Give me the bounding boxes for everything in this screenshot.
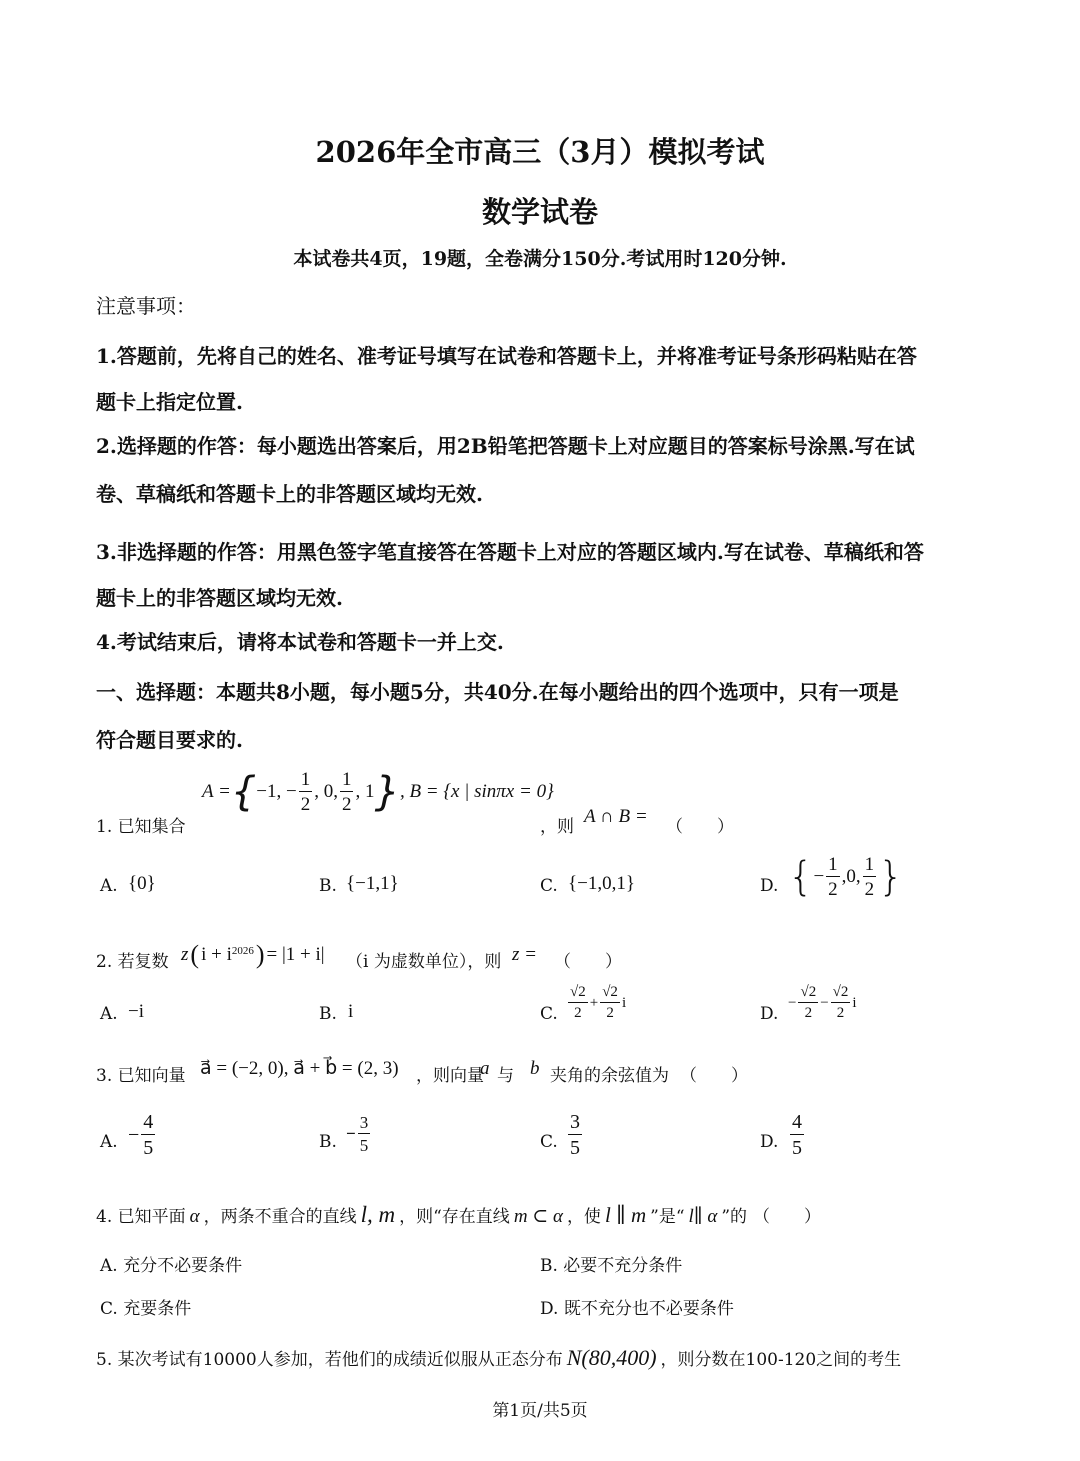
- q3-option-c-label: C.: [540, 1132, 558, 1152]
- exam-title: 2026年全市高三（3月）模拟考试: [315, 135, 765, 169]
- subject-title: 数学试卷: [481, 195, 598, 229]
- q1-option-a-label: A.: [100, 876, 118, 896]
- q2-ask: z =: [512, 944, 537, 965]
- q3-tail: 夹角的余弦值为: [550, 1066, 669, 1086]
- q2-prefix: 2. 若复数: [96, 952, 169, 972]
- q2-option-d: − $\frac{√2}{2}$ − $\frac{√2}{2}$ i: [788, 984, 857, 1021]
- notice-item-3-line-1: 3.非选择题的作答：用黑色签字笔直接答在答题卡上对应的答题区域内.写在试卷、草稿纸和答: [96, 540, 924, 564]
- q4-option-a: A. 充分不必要条件: [100, 1256, 243, 1276]
- q3-option-c: $\frac{3}{5}$: [570, 1111, 580, 1159]
- q3-option-a: − $\frac{4}{5}$: [128, 1111, 154, 1159]
- q2-expression: z ( i + i $^{2026}$ ) = |1 + i|: [181, 940, 325, 969]
- q2-paren: （ ）: [554, 952, 622, 972]
- q2-note: （i 为虚数单位），则: [346, 952, 502, 972]
- q1-option-c-label: C.: [540, 876, 558, 896]
- q3-prefix: 3. 已知向量: [96, 1066, 186, 1086]
- notice-item-4: 4.考试结束后，请将本试卷和答题卡一并上交.: [96, 630, 504, 654]
- q1-left-brace: {: [230, 769, 257, 815]
- q3-expression: a⃗ = (−2, 0), a⃗ + b⃗ = (2, 3): [200, 1058, 399, 1079]
- notice-heading: 注意事项：: [96, 294, 196, 318]
- notice-item-2-line-2: 卷、草稿纸和答题卡上的非答题区域均无效.: [96, 482, 483, 506]
- q1-set-a-part2: , 0,: [314, 781, 338, 802]
- q4-stem: 4. 已知平面 α ，两条不重合的直线 l, m ，则“存在直线 m ⊂ α ，使 l ∥ m ”是“ l∥ α ”的 （ ）: [96, 1202, 822, 1227]
- q3-option-d-label: D.: [760, 1132, 779, 1152]
- q2-option-b-label: B.: [319, 1004, 337, 1024]
- q3-vector-b: b⃗: [530, 1058, 555, 1079]
- q4-option-b: B. 必要不充分条件: [540, 1256, 683, 1276]
- q1-option-d: { − $\frac{1}{2}$ ,0, $\frac{1}{2}$ }: [788, 854, 904, 900]
- q3-option-b: − $\frac{3}{5}$: [346, 1113, 369, 1155]
- q1-set-a-part1: −1, −: [256, 781, 297, 802]
- q4-option-c: C. 充要条件: [100, 1299, 192, 1319]
- notice-item-1-line-1: 1.答题前，先将自己的姓名、准考证号填写在试卷和答题卡上，并将准考证号条形码粘贴在答: [96, 344, 917, 368]
- q3-vector-a: a⃗: [480, 1058, 505, 1079]
- q3-mid: ，则向量: [416, 1066, 484, 1086]
- q1-optd-left-brace: {: [788, 854, 814, 900]
- page-number: 第1页/共5页: [492, 1401, 588, 1421]
- q3-paren: （ ）: [680, 1066, 748, 1086]
- q1-suffix: ，则: [540, 817, 574, 837]
- q2-option-d-label: D.: [760, 1004, 779, 1024]
- q1-option-d-label: D.: [760, 876, 779, 896]
- q1-option-c: {−1,0,1}: [568, 873, 635, 894]
- q1-option-b-label: B.: [319, 876, 337, 896]
- q1-right-brace: }: [374, 769, 400, 815]
- q1-prefix: 1. 已知集合: [96, 817, 186, 837]
- q1-option-a: {0}: [128, 873, 156, 894]
- q4-option-d: D. 既不充分也不必要条件: [540, 1299, 734, 1319]
- q3-option-a-label: A.: [100, 1132, 118, 1152]
- q3-option-d: $\frac{4}{5}$: [792, 1111, 802, 1159]
- q1-set-b: , B = {x | sinπx = 0}: [399, 781, 554, 802]
- q2-option-c: $\frac{√2}{2}$ + $\frac{√2}{2}$ i: [570, 984, 627, 1021]
- q1-set-a-part3: , 1: [355, 781, 375, 802]
- q1-frac-half-1: $\frac{1}{2}$: [300, 769, 311, 815]
- q1-option-b: {−1,1}: [346, 873, 399, 894]
- section-1-line-1: 一、选择题：本题共8小题，每小题5分，共40分.在每小题给出的四个选项中，只有一项是: [96, 680, 899, 704]
- q2-option-c-label: C.: [540, 1004, 558, 1024]
- q3-option-b-label: B.: [319, 1132, 337, 1152]
- notice-item-2-line-1: 2.选择题的作答：每小题选出答案后，用2B铅笔把答题卡上对应题目的答案标号涂黑.写在试: [96, 434, 915, 458]
- notice-item-1-line-2: 题卡上指定位置.: [96, 390, 243, 414]
- exam-info: 本试卷共4页，19题，全卷满分150分.考试用时120分钟.: [293, 248, 787, 270]
- section-1-line-2: 符合题目要求的.: [96, 728, 243, 752]
- q3-and: 与: [497, 1066, 514, 1086]
- q1-set-definitions: [202, 770, 554, 814]
- q1-paren: （ ）: [666, 817, 734, 837]
- q2-option-a-label: A.: [100, 1004, 118, 1024]
- q1-ask: A ∩ B =: [584, 806, 648, 827]
- q5-stem: 5. 某次考试有10000人参加，若他们的成绩近似服从正态分布 N(80,400) ，则分数在100-120之间的考生: [96, 1345, 902, 1370]
- q1-optd-right-brace: }: [878, 854, 904, 900]
- q2-option-b: i: [348, 1001, 354, 1022]
- q1-set-a-label: A =: [202, 781, 231, 802]
- notice-item-3-line-2: 题卡上的非答题区域均无效.: [96, 586, 343, 610]
- q2-option-a: −i: [128, 1001, 144, 1022]
- q1-frac-half-2: $\frac{1}{2}$: [341, 769, 352, 815]
